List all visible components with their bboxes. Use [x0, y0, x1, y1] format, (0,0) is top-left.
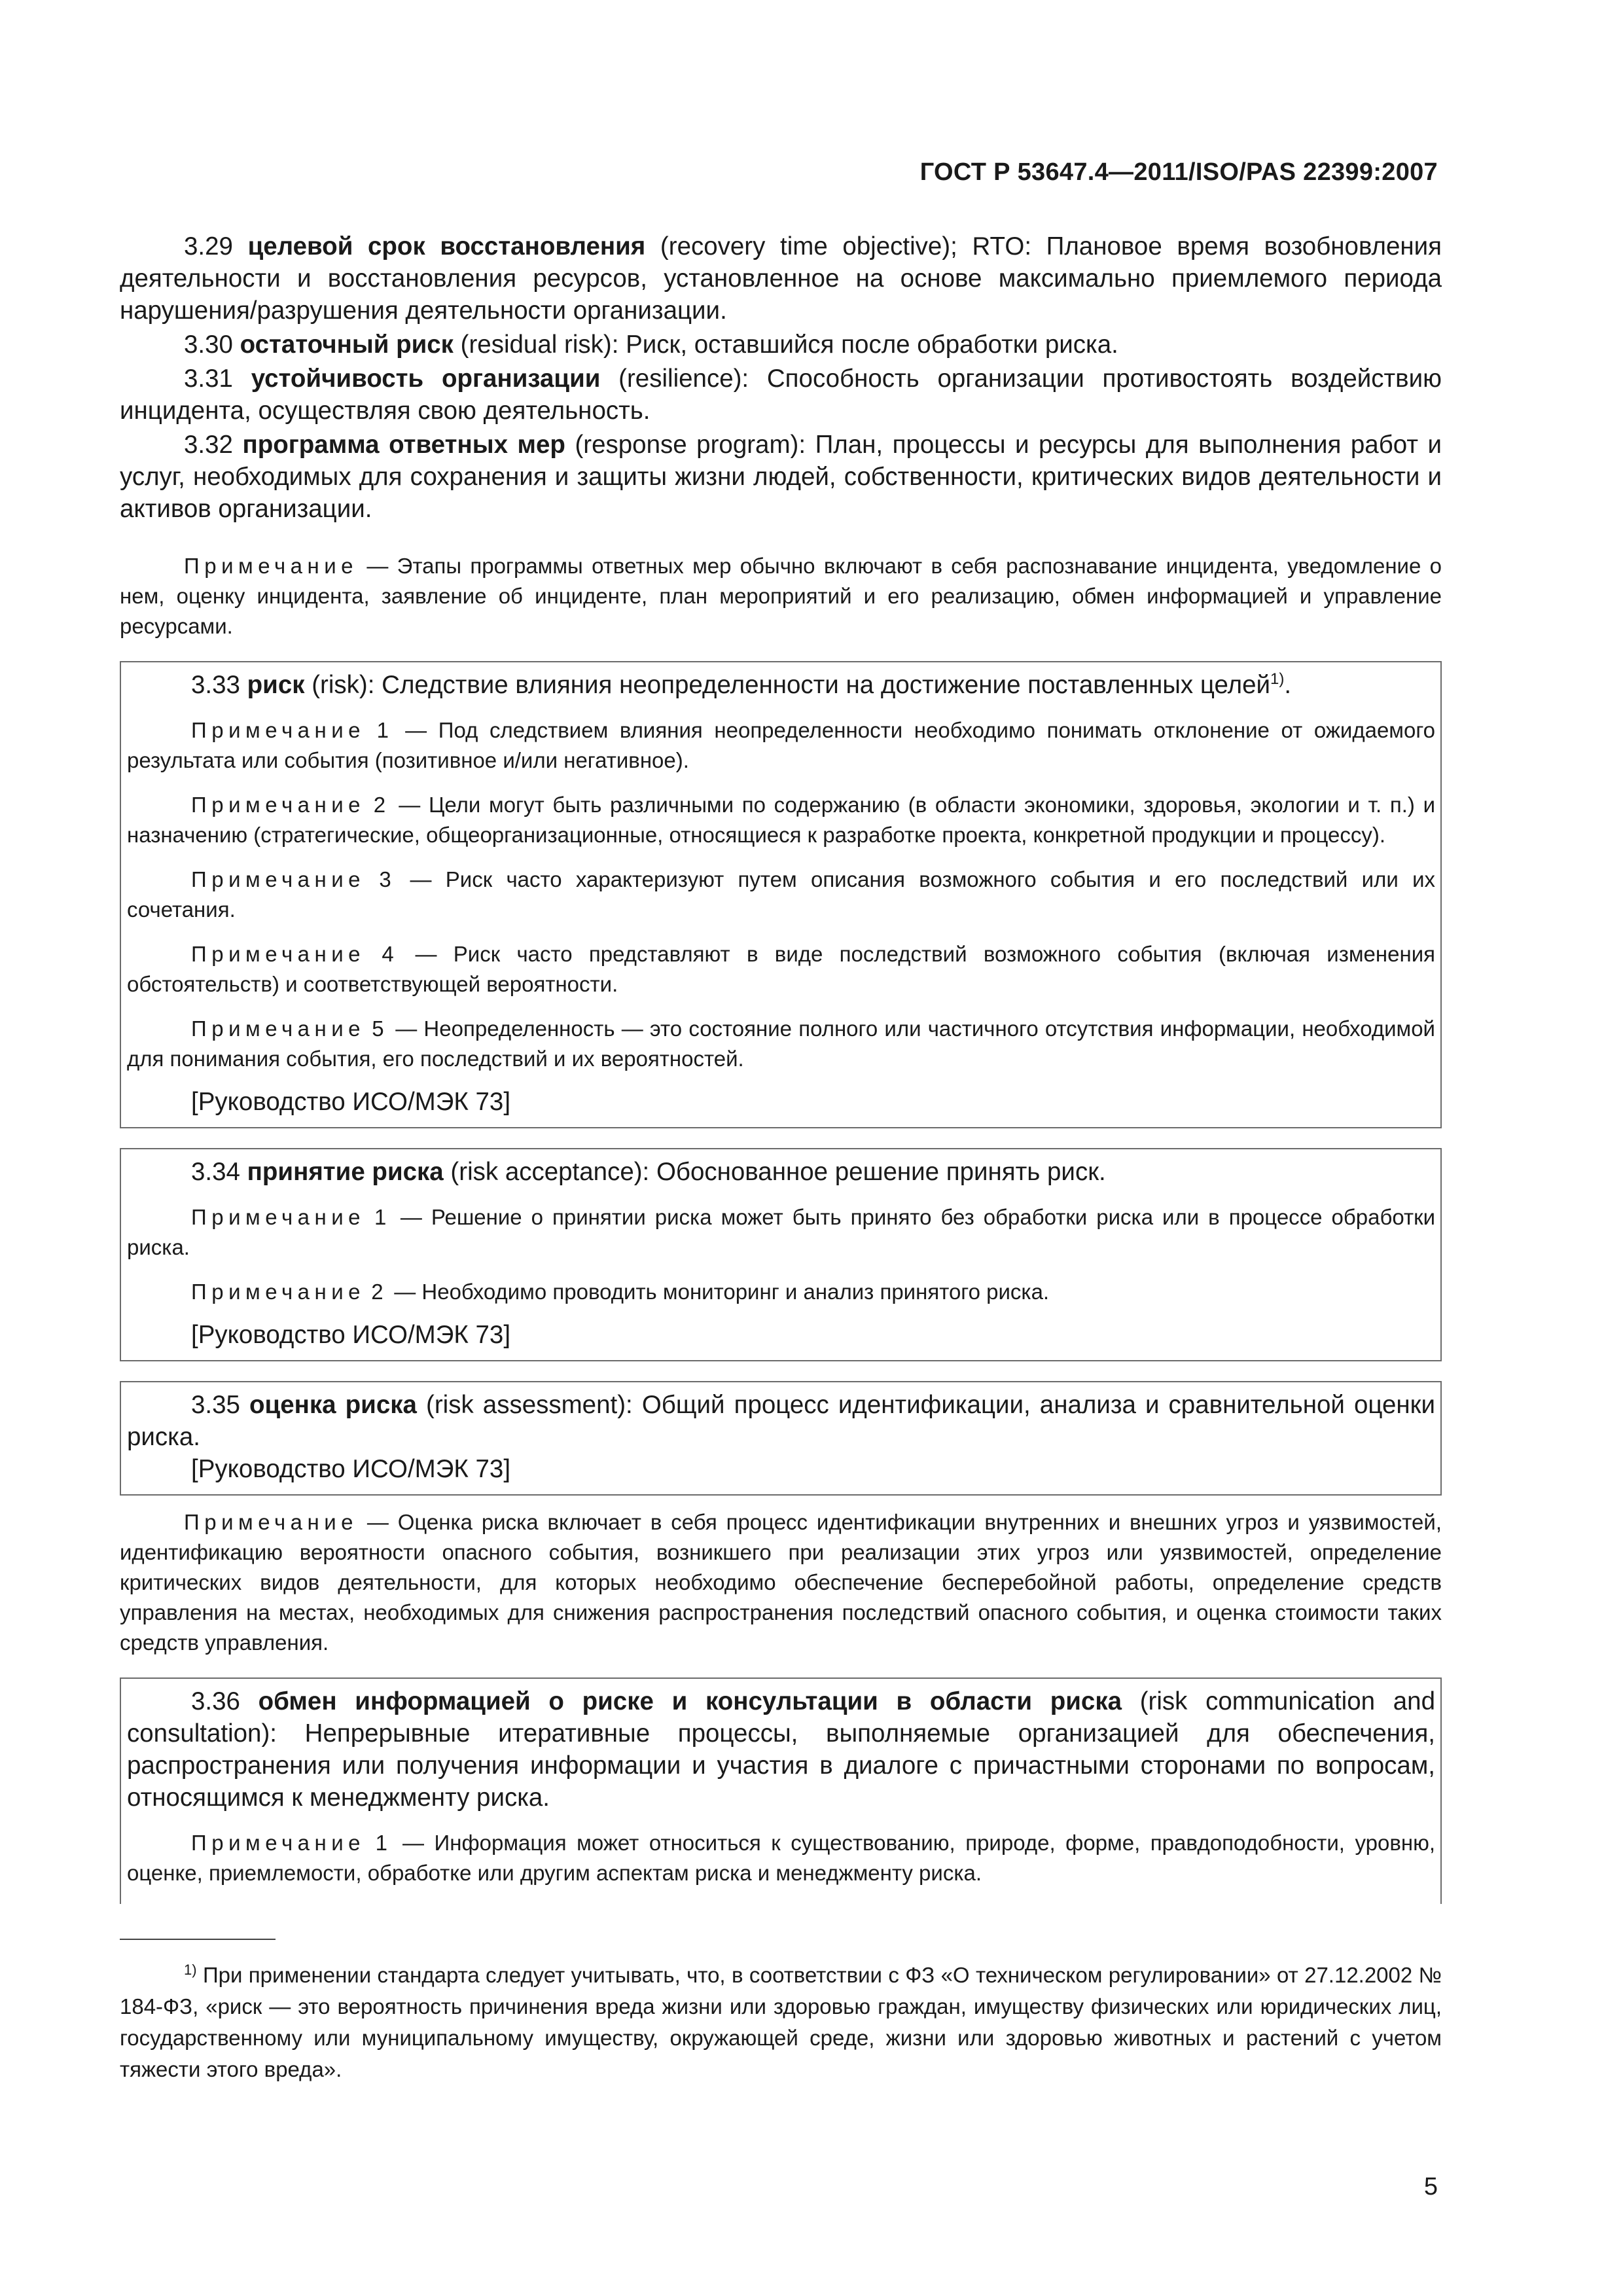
note-number: 4: [382, 942, 399, 966]
note-text: — Риск часто представляют в виде последствий возможного события (включая изменения обстоятельств) и соответствующей вероятности.: [127, 942, 1436, 996]
term-definition: Непрерывные итеративные процессы, выполняемые организацией для обеспечения, распространения или получения информации и участия в диалоге с причастными сторонами по вопросам, относящимся к менеджменту риска.: [127, 1719, 1435, 1812]
footnote-separator: [120, 1939, 276, 1940]
page-body: [120, 230, 1442, 1904]
note-3-33-2: [127, 790, 1435, 850]
note-label: Примечание: [191, 867, 366, 891]
note-label: Примечание: [191, 1205, 366, 1229]
note-label: Примечание: [191, 942, 366, 966]
note-3-35: [120, 1507, 1442, 1658]
term-definition: Риск, оставшийся после обработки риска.: [626, 331, 1118, 359]
footnote: [120, 1960, 1442, 2085]
note-3-33-4: [127, 939, 1435, 999]
term-3-30: [120, 329, 1442, 361]
term-3-34: [127, 1156, 1435, 1188]
term-number: 3.34: [191, 1158, 240, 1186]
term-3-36: [127, 1685, 1435, 1814]
note-number: 3: [379, 867, 397, 891]
term-number: 3.35: [191, 1391, 240, 1419]
term-number: 3.29: [184, 232, 233, 260]
term-box-3-33: [120, 661, 1442, 1128]
note-text: — Цели могут быть различными по содержанию (в области экономики, здоровья, экологии и т. п.) и назначению (стратегические, общеорганизационные, относящиеся к разработке проекта, конкретной продукции и процессу).: [127, 793, 1436, 847]
footnote-mark: 1): [184, 1962, 197, 1978]
term-name: остаточный риск: [240, 331, 454, 359]
source-reference: [Руководство ИСО/МЭК 73]: [191, 1321, 511, 1349]
term-english: (risk acceptance):: [450, 1158, 650, 1186]
term-definition: Обоснованное решение принять риск.: [656, 1158, 1106, 1186]
term-name: оценка риска: [249, 1391, 417, 1419]
term-definition: Следствие влияния неопределенности на достижение поставленных целей: [382, 671, 1271, 699]
note-number: 1: [374, 1205, 391, 1229]
term-english: (recovery time objective); RTO:: [660, 232, 1032, 260]
term-name: обмен информацией о риске и консультации в области риска: [258, 1687, 1122, 1715]
footnote-marker: 1): [1270, 670, 1285, 689]
note-3-34-1: [127, 1202, 1435, 1263]
note-label: Примечание: [191, 1016, 366, 1041]
term-3-31: [120, 363, 1442, 427]
note-3-33-1: [127, 715, 1435, 776]
term-english: (risk assessment):: [426, 1391, 633, 1419]
note-text: — Под следствием влияния неопределенности необходимо понимать отклонение от ожидаемого результата или события (позитивное и/или негативное).: [127, 718, 1436, 772]
note-3-33-3: [127, 865, 1435, 925]
page-number: 5: [1423, 2173, 1438, 2200]
note-text: — Оценка риска включает в себя процесс идентификации внутренних и внешних угроз и уязвимостей, идентификацию вероятности опасного события, возникшего при реализации этих угроз или уязвимостей, определение критических видов деятельности, для которых необходимо обеспечение бесперебойной работы, определение средств управления на местах, необходимых для снижения распространения последствий опасного события, и оценка стоимости таких средств управления.: [120, 1510, 1442, 1655]
document-code-header: ГОСТ Р 53647.4—2011/ISO/PAS 22399:2007: [919, 158, 1438, 186]
note-label: Примечание: [184, 554, 359, 578]
term-number: 3.36: [191, 1687, 240, 1715]
note-label: Примечание: [191, 1831, 366, 1855]
note-number: 5: [372, 1016, 389, 1041]
note-label: Примечание: [184, 1510, 359, 1534]
term-number: 3.33: [191, 671, 240, 699]
note-text: — Этапы программы ответных мер обычно включают в себя распознавание инцидента, уведомление о нем, оценку инцидента, заявление об инциденте, план мероприятий и его реализацию, обмен информацией и управление ресурсами.: [120, 554, 1442, 638]
term-english: (risk communication and consultation):: [127, 1687, 1435, 1748]
term-number: 3.30: [184, 331, 233, 359]
note-label: Примечание: [191, 1280, 366, 1304]
footnote-text: При применении стандарта следует учитывать, что, в соответствии с ФЗ «О техническом регулировании» от 27.12.2002 № 184-ФЗ, «риск — это вероятность причинения вреда жизни или здоровью граждан, имуществу физических или юридических лиц, государственному или муниципальному имуществу, окружающей среде, жизни или здоровью животных и растений с учетом тяжести этого вреда».: [120, 1963, 1442, 2081]
term-3-33: [127, 669, 1435, 701]
note-3-33-5: [127, 1014, 1435, 1074]
term-definition: План, процессы и ресурсы для выполнения работ и услуг, необходимых для сохранения и защиты жизни людей, собственности, критических видов деятельности и активов организации.: [120, 431, 1442, 523]
note-label: Примечание: [191, 718, 366, 742]
term-number: 3.32: [184, 431, 233, 459]
note-text: — Необходимо проводить мониторинг и анализ принятого риска.: [394, 1280, 1050, 1304]
note-number: 1: [376, 718, 394, 742]
term-definition: Способность организации противостоять воздействию инцидента, осуществляя свою деятельность.: [120, 365, 1442, 425]
term-definition-end: .: [1284, 671, 1292, 699]
term-3-32: [120, 429, 1442, 525]
term-name: принятие риска: [247, 1158, 444, 1186]
term-name: целевой срок восстановления: [247, 232, 646, 260]
term-3-35: [127, 1389, 1435, 1453]
note-text: — Неопределенность — это состояние полного или частичного отсутствия информации, необходимой для понимания события, его последствий и их вероятностей.: [127, 1016, 1435, 1071]
term-name: программа ответных мер: [242, 431, 565, 459]
note-3-36-1: [127, 1828, 1435, 1888]
term-english: (residual risk):: [460, 331, 619, 359]
note-number: 1: [375, 1831, 393, 1855]
source-reference: [Руководство ИСО/МЭК 73]: [191, 1455, 511, 1483]
source-reference: [Руководство ИСО/МЭК 73]: [191, 1088, 511, 1116]
note-3-34-2: [127, 1277, 1435, 1307]
term-box-3-36: [120, 1677, 1442, 1904]
term-box-3-35: [120, 1381, 1442, 1496]
term-definition: Плановое время возобновления деятельности и восстановления ресурсов, установленное на основе максимально приемлемого периода нарушения/разрушения деятельности организации.: [120, 232, 1442, 325]
term-english: (resilience):: [618, 365, 749, 393]
note-3-32: [120, 551, 1442, 641]
note-number: 2: [373, 793, 391, 817]
note-text: — Риск часто характеризуют путем описания возможного события и его последствий или их сочетания.: [127, 867, 1436, 922]
term-definition: Общий процесс идентификации, анализа и сравнительной оценки риска.: [127, 1391, 1436, 1451]
note-text: — Решение о принятии риска может быть принято без обработки риска или в процессе обработки риска.: [127, 1205, 1436, 1259]
term-english: (risk):: [312, 671, 375, 699]
note-text: — Информация может относиться к существованию, природе, форме, правдоподобности, уровню, оценке, приемлемости, обработке или другим аспектам риска и менеджменту риска.: [127, 1831, 1436, 1885]
note-number: 2: [371, 1280, 389, 1304]
term-number: 3.31: [184, 365, 233, 393]
term-name: устойчивость организации: [251, 365, 601, 393]
term-english: (response program):: [575, 431, 806, 459]
term-name: риск: [247, 671, 305, 699]
term-3-29: [120, 230, 1442, 327]
term-box-3-34: [120, 1148, 1442, 1361]
note-label: Примечание: [191, 793, 366, 817]
